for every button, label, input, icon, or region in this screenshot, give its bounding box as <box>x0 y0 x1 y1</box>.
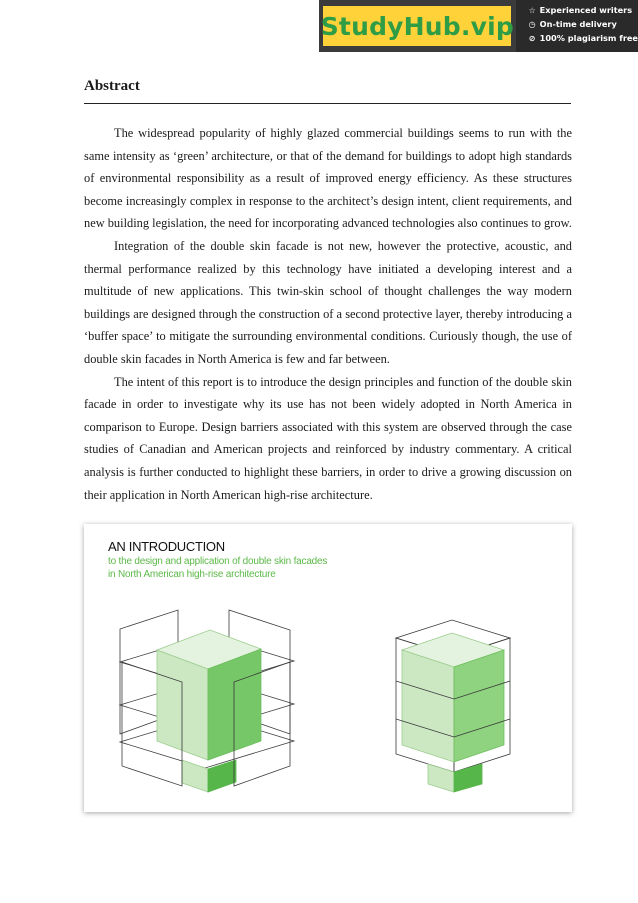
studyhub-banner[interactable] <box>319 0 638 52</box>
star-icon: ☆ <box>528 5 536 15</box>
double-skin-illustration <box>84 524 572 812</box>
assembled-facade-diagram <box>396 620 510 792</box>
clock-icon: ◷ <box>528 19 536 29</box>
abstract-paragraph-1: The widespread popularity of highly glazed commercial buildings seems to run with the same intensity as ‘green’ architecture, or that of the demand for buildings to adopt high standards of environmental responsibility as a result of improved energy efficiency. As these structures become increasingly complex in response to the architect’s design intent, client requirements, and new building legislation, the need for incorporating advanced technologies also continues to grow. <box>84 126 572 231</box>
feature-label: Experienced writers <box>539 5 633 15</box>
figure-subtitle-line-1: to the design and application of double skin facades <box>108 556 328 567</box>
abstract-paragraph-3: The intent of this report is to introduce the design principles and function of the double skin facade in order to investigate why its use has not been widely adopted in North America in comparison to Europe. Design barriers associated with this system are observed through the case studies of Canadian and American projects and reinforced by industry commentary. A critical analysis is further conducted to highlight these barriers, in order to drive a growing discussion on their application in North American high-rise architecture. <box>84 374 572 502</box>
abstract-divider <box>84 103 571 104</box>
feature-label: 100% plagiarism free <box>539 33 638 43</box>
figure-subtitle-line-2: in North American high-rise architecture <box>108 568 276 580</box>
feature-label: On-time delivery <box>539 19 617 29</box>
cover-figure <box>84 524 572 812</box>
abstract-body <box>84 122 572 506</box>
exploded-facade-diagram <box>120 610 294 792</box>
check-shield-icon: ⊘ <box>528 33 536 43</box>
feature-experienced-writers <box>528 5 638 15</box>
banner-features <box>516 0 638 52</box>
studyhub-logo-text: StudyHub.vip <box>323 6 511 46</box>
abstract-heading: Abstract <box>84 78 140 94</box>
studyhub-logo[interactable] <box>319 0 516 52</box>
abstract-paragraph-2: Integration of the double skin facade is not new, however the protective, acoustic, and thermal performance realized by this technology have initiated a developing interest and a multitude of new applications. This twin-skin school of thought challenges the way modern buildings are designed through the construction of a second protective layer, thereby introducing a ‘buffer space’ to mitigate the surrounding environmental conditions. Curiously though, the use of double skin facades in North America is few and far between. <box>84 238 572 366</box>
feature-plagiarism-free <box>528 33 638 43</box>
feature-on-time-delivery <box>528 19 638 29</box>
figure-title: AN INTRODUCTION <box>108 539 225 554</box>
